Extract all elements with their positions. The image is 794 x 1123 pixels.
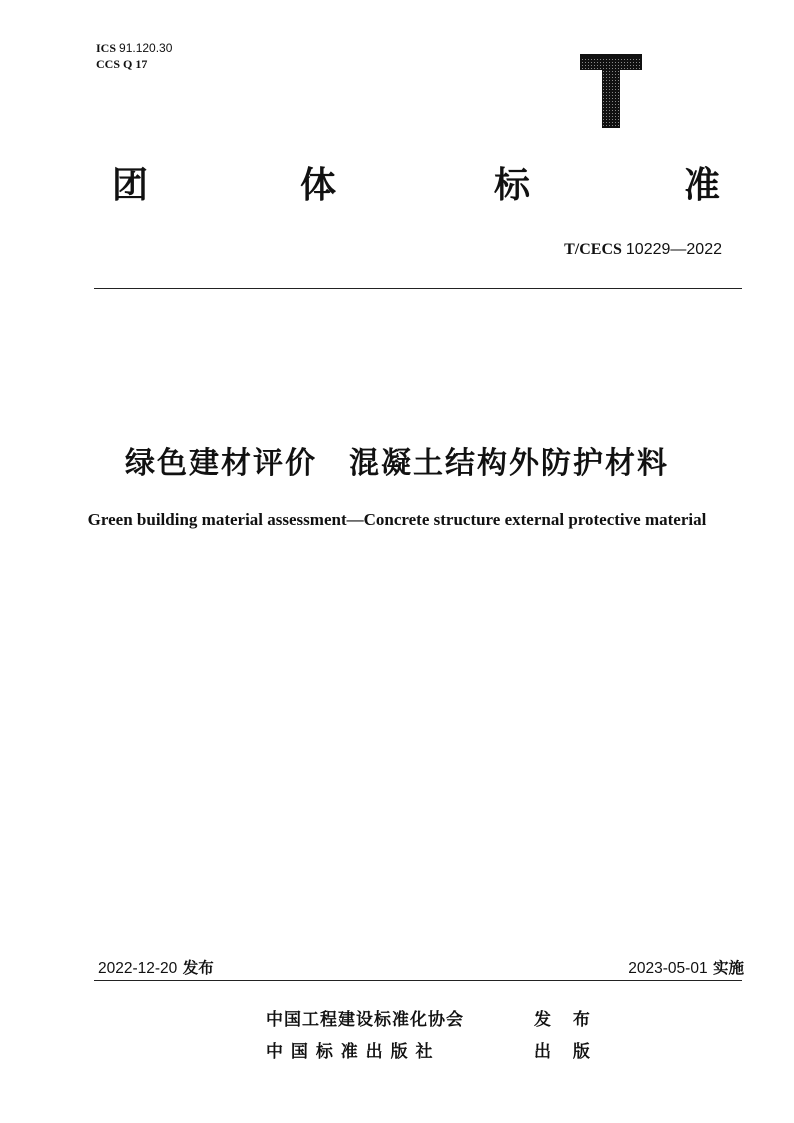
ics-label: ICS bbox=[96, 41, 117, 55]
t-logo-icon bbox=[578, 52, 644, 130]
implement-date bbox=[628, 956, 744, 978]
title-english: Green building material assessment—Concrete structure external protective material bbox=[87, 510, 707, 529]
title-cn-part2: 混凝土结构外防护材料 bbox=[349, 446, 669, 481]
top-divider bbox=[94, 288, 742, 289]
implement-date-value: 2023-05-01 bbox=[628, 960, 708, 977]
standard-number-prefix: T/CECS bbox=[564, 241, 622, 258]
ics-number: 91.120.30 bbox=[119, 41, 173, 55]
publisher-row bbox=[266, 1004, 598, 1036]
publisher-name: 中国工程建设标准化协会 bbox=[266, 1010, 464, 1030]
classification-codes bbox=[96, 40, 172, 72]
standard-type-char-4: 准 bbox=[684, 165, 721, 206]
issue-date bbox=[98, 956, 214, 978]
issue-date-value: 2022-12-20 bbox=[98, 960, 178, 977]
ccs-label: CCS bbox=[96, 57, 121, 71]
standard-number-value: 10229—2022 bbox=[625, 241, 722, 258]
implement-date-label: 实施 bbox=[712, 959, 744, 977]
title-cn-part1: 绿色建材评价 bbox=[125, 446, 317, 481]
publisher-role: 出 版 bbox=[534, 1042, 598, 1062]
standard-type-char-2: 体 bbox=[300, 165, 337, 206]
publishers bbox=[266, 1004, 598, 1068]
publisher-name: 中 国 标 准 出 版 社 bbox=[266, 1042, 434, 1062]
standard-number bbox=[564, 241, 722, 259]
bottom-divider bbox=[94, 980, 742, 981]
ccs-number: Q 17 bbox=[123, 57, 148, 71]
standard-type-char-3: 标 bbox=[494, 165, 531, 206]
ccs-code bbox=[96, 56, 172, 72]
publisher-row bbox=[266, 1036, 598, 1068]
publisher-role: 发 布 bbox=[534, 1010, 598, 1030]
issue-date-label: 发布 bbox=[182, 959, 214, 977]
title-chinese bbox=[0, 438, 794, 482]
standard-type-char-1: 团 bbox=[112, 165, 149, 206]
ics-code bbox=[96, 40, 172, 56]
